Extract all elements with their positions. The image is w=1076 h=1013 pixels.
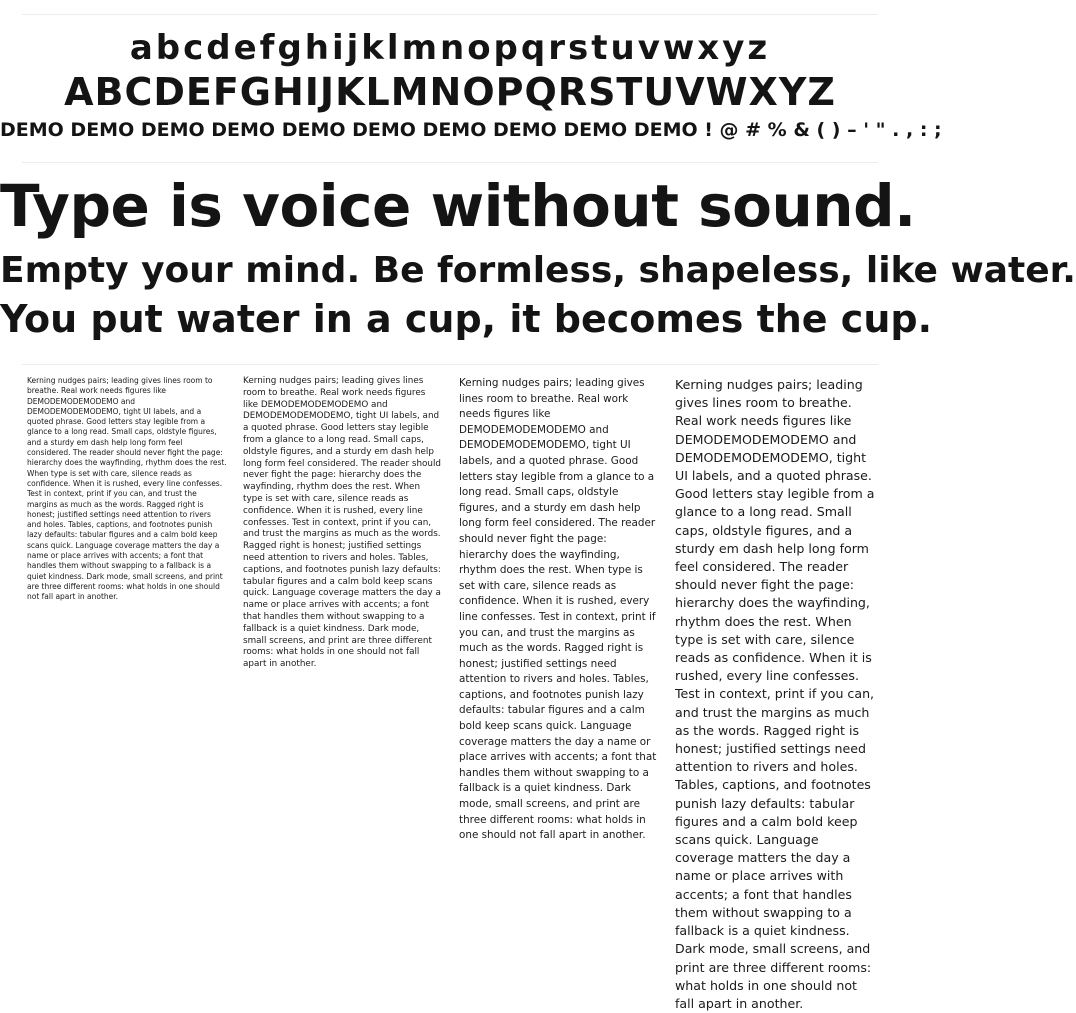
body-column-4 [675,376,875,1011]
display-headline: Type is voice without sound. [0,172,916,240]
body-paragraph-xlarge: Kerning nudges pairs; leading gives lines room to breathe. Real work needs figures like DEMODEMODEMODEMO and DEMODEMODEMODEMO, tight UI labels, and a quoted phrase. Good letters stay legible from a glance to a long read. Small caps, oldstyle figures, and a sturdy em dash help long form feel considered. The reader should never fight the page: hierarchy does the wayfinding, rhythm does the rest. When type is set with care, silence reads as confidence. When it is rushed, every line confesses. Test in context, print if you can, and trust the margins as much as the words. Ragged right is honest; justified settings need attention to rivers and holes. Tables, captions, and footnotes punish lazy defaults: tabular figures and a calm bold keep scans quick. Language coverage matters the day a name or place arrives with accents; a font that handles them without swapping to a fallback is a quiet kindness. Dark mode, small screens, and print are three different rooms: what holds in one should not fall apart in another. [675,377,875,1011]
body-column-3 [459,376,659,842]
symbol-row: DEMO DEMO DEMO DEMO DEMO DEMO DEMO DEMO DEMO DEMO ! @ # % & ( ) – ' " . , : ; [0,119,942,141]
display-divider [22,364,878,365]
body-paragraph-large: Kerning nudges pairs; leading gives lines room to breathe. Real work needs figures like DEMODEMODEMODEMO and DEMODEMODEMODEMO, tight UI labels, and a quoted phrase. Good letters stay legible from a glance to a long read. Small caps, oldstyle figures, and a sturdy em dash help long form feel considered. The reader should never fight the page: hierarchy does the wayfinding, rhythm does the rest. When type is set with care, silence reads as confidence. When it is rushed, every line confesses. Test in context, print if you can, and trust the margins as much as the words. Ragged right is honest; justified settings need attention to rivers and holes. Tables, captions, and footnotes punish lazy defaults: tabular figures and a calm bold keep scans quick. Language coverage matters the day a name or place arrives with accents; a font that handles them without swapping to a fallback is a quiet kindness. Dark mode, small screens, and print are three different rooms: what holds in one should not fall apart in another. [459,377,657,842]
body-column-2 [243,376,442,670]
display-line-2: Empty your mind. Be formless, shapeless, like water. [0,250,1076,291]
body-paragraph-medium: Kerning nudges pairs; leading gives lines room to breathe. Real work needs figures like DEMODEMODEMODEMO and DEMODEMODEMODEMO, tight UI labels, and a quoted phrase. Good letters stay legible from a glance to a long read. Small caps, oldstyle figures, and a sturdy em dash help long form feel considered. The reader should never fight the page: hierarchy does the wayfinding, rhythm does the rest. When type is set with care, silence reads as confidence. When it is rushed, every line confesses. Test in context, print if you can, and trust the margins as much as the words. Ragged right is honest; justified settings need attention to rivers and holes. Tables, captions, and footnotes punish lazy defaults: tabular figures and a calm bold keep scans quick. Language coverage matters the day a name or place arrives with accents; a font that handles them without swapping to a fallback is a quiet kindness. Dark mode, small screens, and print are three different rooms: what holds in one should not fall apart in another. [243,376,442,670]
body-column-1 [27,376,227,634]
body-paragraph-small: Kerning nudges pairs; leading gives lines room to breathe. Real work needs figures like DEMODEMODEMODEMO and DEMODEMODEMODEMO, tight UI labels, and a quoted phrase. Good letters stay legible from a glance to a long read. Small caps, oldstyle figures, and a sturdy em dash help long form feel considered. The reader should never fight the page: hierarchy does the wayfinding, rhythm does the rest. When type is set with care, silence reads as confidence. When it is rushed, every line confesses. Test in context, print if you can, and trust the margins as much as the words. Ragged right is honest; justified settings need attention to rivers and holes. Tables, captions, and footnotes punish lazy defaults: tabular figures and a calm bold keep scans quick. Language coverage matters the day a name or place arrives with accents; a font that handles them without swapping to a fallback is a quiet kindness. Dark mode, small screens, and print are three different rooms: what holds in one should not fall apart in another. [27,376,227,602]
lowercase-alphabet: abcdefghijklmnopqrstuvwxyz [129,28,771,68]
display-line-3: You put water in a cup, it becomes the cup. [0,297,933,341]
uppercase-alphabet: ABCDEFGHIJKLMNOPQRSTUVWXYZ [64,70,836,114]
specimen-divider [22,162,878,163]
top-divider [22,14,878,15]
